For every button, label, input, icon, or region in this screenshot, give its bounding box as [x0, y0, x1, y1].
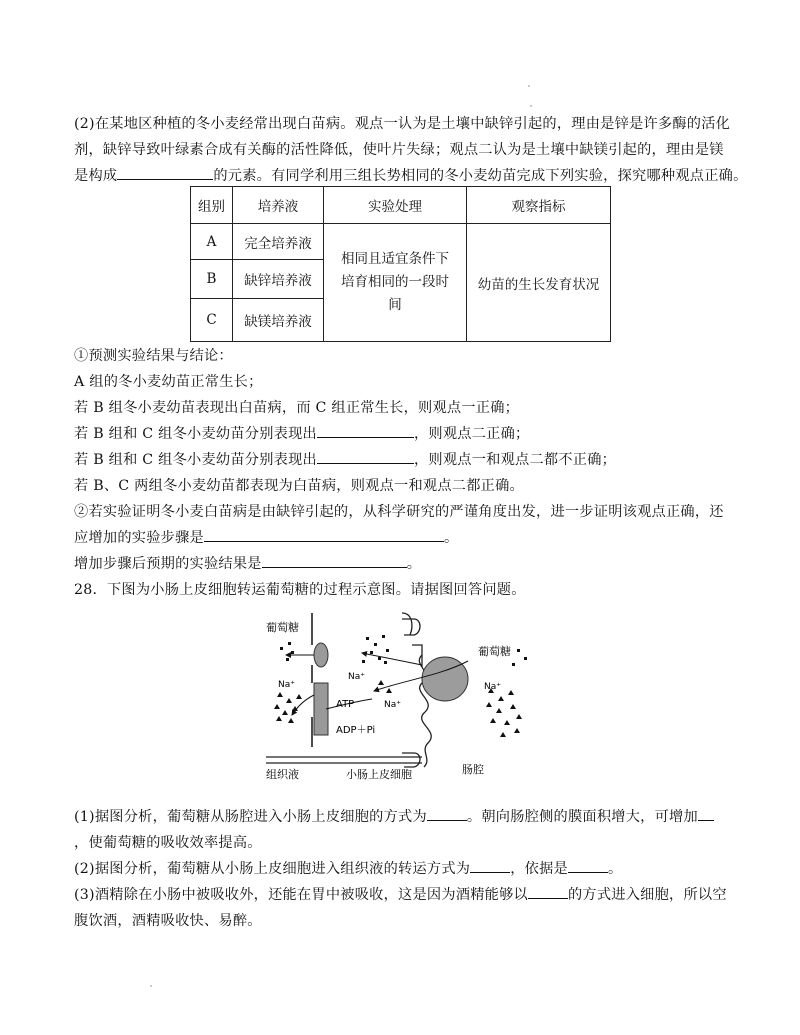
glucose-carrier-basolateral [314, 643, 328, 667]
q28-question1-line2: ，使葡萄糖的吸收效率提高。 [74, 835, 262, 851]
sodium-pump [314, 683, 328, 735]
q27-result-a: A 组的冬小麦幼苗正常生长； [74, 374, 263, 390]
scan-dot [530, 105, 532, 107]
label-glucose-right: 葡萄糖 [478, 645, 511, 658]
answer-blank[interactable] [317, 423, 414, 438]
q28-question3-line2: 腹饮酒，酒精吸收快、易醉。 [74, 913, 262, 929]
answer-blank[interactable] [528, 884, 568, 899]
answer-blank[interactable] [204, 527, 444, 542]
group-cell: B [191, 260, 233, 299]
answer-blank[interactable] [262, 553, 407, 568]
cell-bottom [402, 753, 420, 767]
label-adp: ADP＋Pi [336, 725, 376, 736]
q28-question1-line1: (1)据图分析，葡萄糖从肠腔进入小肠上皮细胞的方式为 。朝向肠腔侧的膜面积增大，可增加 [74, 806, 714, 826]
sodium-glucose-cotransporter [422, 657, 468, 701]
q28-title: 28．下图为小肠上皮细胞转运葡萄糖的过程示意图。请据图回答问题。 [74, 582, 526, 598]
q27-expected-line: 增加步骤后预期的实验结果是 。 [74, 553, 421, 573]
solution-cell: 缺镁培养液 [233, 299, 324, 342]
table-header: 观察指标 [467, 187, 611, 224]
q27-intro-line3: 是构成 的元素。有同学利用三组长势相同的冬小麦幼苗完成下列实验，探究哪种观点正确。 [74, 165, 748, 185]
q27-intro-line1: (2)在某地区种植的冬小麦经常出现白苗病。观点一认为是土壤中缺锌引起的，理由是锌是许多酶的活化 [74, 116, 731, 132]
label-lumen: 肠腔 [462, 763, 484, 776]
q27-step-line1: ②若实验证明冬小麦白苗病是由缺锌引起的，从科学研究的严谨角度出发，进一步证明该观点正确，还 [74, 504, 724, 520]
label-atp: ATP [336, 699, 355, 710]
experiment-table [190, 186, 611, 342]
q28-question3-line1: (3)酒精除在小肠中被吸收外，还能在胃中被吸收，这是因为酒精能够以 的方式进入细胞，所以空 [74, 884, 727, 904]
q27-intro-line2: 剂，缺锌导致叶绿素合成有关酶的活性降低，使叶片失绿；观点二认为是土壤中缺镁引起的，理由是镁 [74, 142, 724, 158]
label-epithelial-cell: 小肠上皮细胞 [346, 768, 412, 781]
label-sodium-right: Na⁺ [484, 682, 501, 692]
glucose-transport-diagram [262, 605, 542, 795]
group-cell: C [191, 299, 233, 342]
indicator-cell: 幼苗的生长发育状况 [467, 224, 611, 342]
label-glucose-left: 葡萄糖 [266, 621, 299, 634]
table-header: 组别 [191, 187, 233, 224]
label-sodium-mid: Na⁺ [384, 700, 401, 710]
q28-question2: (2)据图分析，葡萄糖从小肠上皮细胞进入组织液的转运方式为 ，依据是 。 [74, 858, 622, 878]
answer-blank[interactable] [470, 858, 510, 873]
solution-cell: 完全培养液 [233, 224, 324, 260]
scan-dot [528, 85, 530, 87]
treatment-cell: 相同且适宜条件下 培育相同的一段时 间 [324, 224, 467, 342]
table-header: 培养液 [233, 187, 324, 224]
q27-result-e: 若 B、C 两组冬小麦幼苗都表现为白苗病，则观点一和观点二都正确。 [74, 478, 524, 494]
top-membrane [402, 613, 412, 635]
answer-blank[interactable] [568, 858, 608, 873]
scan-dot [150, 985, 152, 987]
q27-result-heading: ①预测实验结果与结论： [74, 348, 233, 364]
group-cell: A [191, 224, 233, 260]
q27-result-b: 若 B 组冬小麦幼苗表现出白苗病，而 C 组正常生长，则观点一正确； [74, 400, 520, 416]
q27-result-c: 若 B 组和 C 组冬小麦幼苗分别表现出 ，则观点二正确； [74, 423, 529, 443]
solution-cell: 缺锌培养液 [233, 260, 324, 299]
q27-result-d: 若 B 组和 C 组冬小麦幼苗分别表现出 ，则观点一和观点二都不正确； [74, 449, 616, 469]
label-sodium-top: Na⁺ [348, 672, 365, 682]
table-header: 实验处理 [324, 187, 467, 224]
answer-blank[interactable] [317, 449, 414, 464]
label-sodium-left: Na⁺ [278, 680, 295, 690]
answer-blank[interactable] [698, 806, 714, 821]
q27-step-line2: 应增加的实验步骤是 。 [74, 527, 458, 547]
answer-blank[interactable] [117, 165, 213, 180]
label-tissue-fluid: 组织液 [266, 768, 299, 781]
answer-blank[interactable] [427, 806, 467, 821]
